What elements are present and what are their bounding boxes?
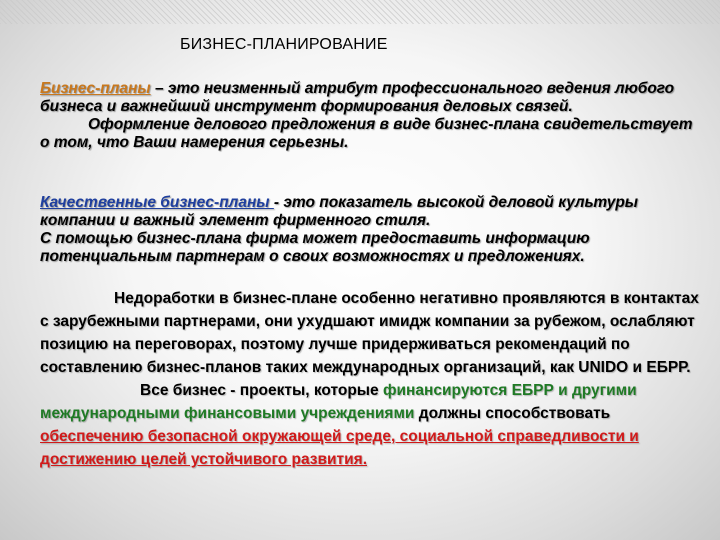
paragraph-text: – это неизменный атрибут профессионального ведения любого бизнеса и важнейший инструмент формирования деловых связей. bbox=[40, 80, 675, 115]
highlight-goals: обеспечению безопасной окружающей среде, социальной справедливости и достижению целей устойчивого развития. bbox=[40, 428, 639, 468]
paragraph-text: Все бизнес - проекты, которые bbox=[140, 382, 383, 399]
paragraph-text: Недоработки в бизнес-плане особенно негативно проявляются в контактах с зарубежными партнерами, они ухудшают имидж компании за рубежом, ослабляют позицию на переговорах, поэтому лучше придерживаться рекомендаций по составлению бизнес-планов таких международных организаций, как UNIDO и ЕБРР. bbox=[40, 290, 699, 376]
paragraph-ebrd-projects bbox=[40, 379, 700, 471]
body-block bbox=[40, 287, 700, 471]
paragraph-text: Оформление делового предложения в виде бизнес-плана свидетельствует о том, что Ваши намерения серьезны. bbox=[40, 116, 693, 151]
paragraph-text: С помощью бизнес-плана фирма может предоставить информацию потенциальным партнерам о своих возможностях и предложениях. bbox=[40, 230, 590, 265]
paragraph-text: - это показатель высокой деловой культуры компании и важный элемент фирменного стиля. bbox=[40, 194, 639, 229]
highlight-financing: финансируются ЕБРР и другими международными финансовыми учреждениями bbox=[40, 382, 637, 422]
term-quality-plans: Качественные бизнес-планы bbox=[40, 194, 274, 211]
paragraph-shortcomings bbox=[40, 287, 700, 379]
term-business-plans: Бизнес-планы bbox=[40, 80, 151, 97]
paragraph-quality-plans bbox=[40, 194, 700, 266]
paragraph-business-plans bbox=[40, 80, 700, 152]
decorative-hatch bbox=[0, 0, 720, 24]
paragraph-text: должны способствовать bbox=[414, 405, 611, 422]
slide-title: БИЗНЕС-ПЛАНИРОВАНИЕ bbox=[180, 36, 388, 53]
